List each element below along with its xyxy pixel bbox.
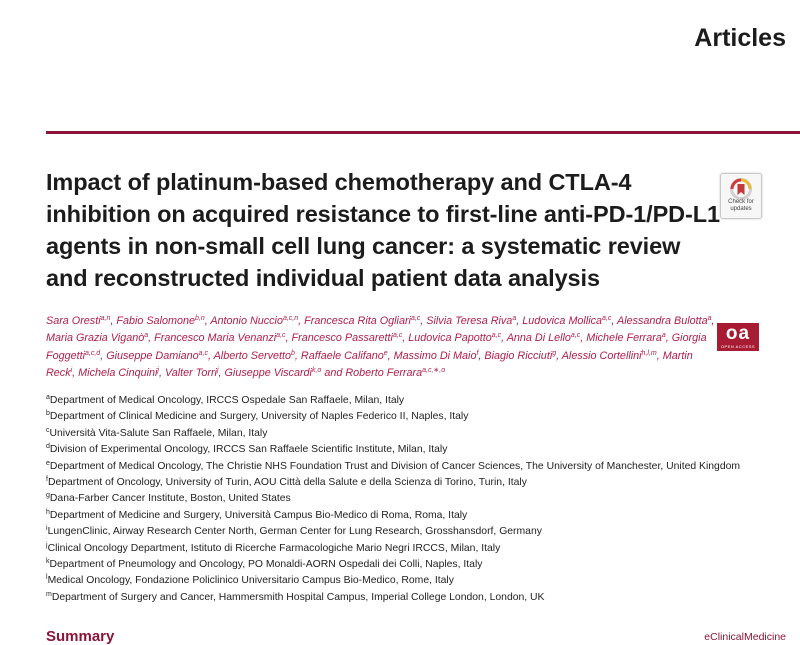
author-name[interactable] bbox=[106, 350, 208, 362]
author-affiliation-sup: b,n bbox=[194, 315, 205, 322]
affiliation-item bbox=[46, 393, 766, 409]
oa-logo-subtext: OPEN ACCESS bbox=[720, 344, 756, 349]
author-affiliation-sup: a bbox=[512, 315, 517, 322]
summary-heading: Summary bbox=[46, 628, 115, 645]
author-affiliation-sup: k,o bbox=[311, 367, 322, 375]
affiliation-sup: a bbox=[46, 394, 50, 401]
author-affiliation-sup: g bbox=[552, 349, 557, 357]
author-name-text: Giuseppe Viscardi bbox=[224, 367, 312, 380]
author-name-text: Michele Ferrara bbox=[586, 332, 662, 345]
affiliation-sup: j bbox=[46, 541, 48, 549]
affiliation-item bbox=[46, 541, 766, 557]
author-name[interactable] bbox=[304, 315, 420, 327]
author-name-text: Biagio Ricciuti bbox=[484, 349, 553, 362]
affiliation-sup: f bbox=[46, 476, 48, 484]
author-affiliation-sup: j bbox=[216, 367, 219, 375]
affiliation-item bbox=[46, 475, 766, 491]
author-affiliation-sup: a,c bbox=[602, 315, 612, 322]
affiliation-item bbox=[46, 590, 766, 606]
author-affiliation-sup: a,c bbox=[410, 315, 421, 322]
author-affiliation-sup: a,c,d bbox=[85, 349, 101, 357]
author-name-text: Francesca Rita Ogliari bbox=[304, 315, 411, 327]
author-name[interactable] bbox=[507, 332, 581, 344]
author-name[interactable] bbox=[426, 315, 516, 327]
affiliation-text: Department of Medicine and Surgery, Università Campus Bio-Medico di Roma, Roma, Italy bbox=[49, 509, 468, 521]
affiliation-sup: d bbox=[46, 443, 50, 451]
author-name[interactable] bbox=[78, 367, 159, 379]
author-affiliation-sup: a,c bbox=[198, 349, 208, 357]
section-label: Articles bbox=[694, 24, 786, 52]
author-name-text: Alessandra Bulotta bbox=[617, 315, 708, 327]
affiliation-sup: b bbox=[46, 410, 50, 418]
author-name[interactable] bbox=[345, 367, 445, 379]
author-name-text: Fabio Salomone bbox=[116, 315, 195, 327]
author-name[interactable] bbox=[586, 332, 666, 344]
author-affiliation-sup: j bbox=[157, 367, 159, 375]
affiliation-text: Department of Medical Oncology, The Christie NHS Foundation Trust and Division of Cancer Sciences, The University of Manchester, United Kingdom bbox=[49, 460, 741, 472]
author-name[interactable] bbox=[301, 350, 388, 362]
affiliation-text: Clinical Oncology Department, Istituto di Ricerche Farmacologiche Mario Negri IRCCS, Milan, Italy bbox=[47, 542, 501, 554]
author-name-text: Ludovica Papotto bbox=[408, 332, 492, 345]
author-name[interactable] bbox=[292, 332, 403, 344]
affiliation-sup: c bbox=[46, 426, 50, 434]
author-name[interactable] bbox=[394, 350, 479, 362]
author-affiliation-sup: e bbox=[383, 349, 388, 357]
affiliation-text: LungenClinic, Airway Research Center North, German Center for Lung Research, Grosshansdorf, Germany bbox=[47, 526, 542, 538]
author-name[interactable] bbox=[165, 367, 219, 379]
author-name-text: Giorgia Foggetti bbox=[46, 332, 707, 362]
open-access-badge bbox=[717, 323, 759, 351]
author-name-text: Massimo Di Maio bbox=[393, 349, 477, 362]
journal-name: eClinicalMedicine bbox=[704, 631, 786, 643]
affiliation-text: Medical Oncology, Fondazione Policlinico Universitario Campus Bio-Medico, Rome, Italy bbox=[47, 575, 454, 587]
author-name-text: Alberto Servetto bbox=[213, 349, 292, 362]
author-affiliation-sup: a bbox=[707, 315, 712, 322]
author-name-text: Francesco Maria Venanzi bbox=[154, 332, 277, 345]
author-affiliation-sup: b bbox=[291, 349, 295, 357]
author-name-text: Antonio Nuccio bbox=[210, 315, 283, 327]
author-name[interactable] bbox=[484, 350, 556, 362]
affiliation-text: Department of Oncology, University of Turin, AOU Città della Salute e della Scienza di Torino, Turin, Italy bbox=[47, 477, 527, 489]
affiliation-item bbox=[46, 508, 766, 524]
affiliation-item bbox=[46, 573, 766, 589]
author-name[interactable] bbox=[46, 315, 110, 327]
affiliation-item bbox=[46, 459, 766, 475]
author-name-text: Silvia Teresa Riva bbox=[426, 315, 513, 327]
affiliation-sup: m bbox=[46, 590, 52, 598]
author-name[interactable] bbox=[225, 367, 322, 379]
author-affiliation-sup: a,c bbox=[570, 332, 581, 340]
header-divider bbox=[46, 131, 800, 134]
author-affiliation-sup: a,c bbox=[491, 332, 502, 340]
author-affiliation-sup: a,c,n bbox=[282, 315, 299, 322]
author-affiliation-sup: a,c bbox=[276, 332, 286, 340]
affiliation-list bbox=[46, 393, 766, 606]
author-name[interactable] bbox=[214, 350, 295, 362]
crossmark-label: Check for updates bbox=[728, 199, 754, 212]
affiliation-text: Department of Pneumology and Oncology, PO Monaldi-AORN Ospedali dei Colli, Naples, Italy bbox=[49, 559, 483, 571]
affiliation-item bbox=[46, 409, 766, 425]
author-affiliation-sup: a,c,∗,o bbox=[422, 367, 446, 375]
author-name[interactable] bbox=[617, 315, 712, 327]
author-name-text: Francesco Passaretti bbox=[291, 332, 393, 345]
affiliation-item bbox=[46, 557, 766, 573]
author-name[interactable] bbox=[46, 332, 148, 344]
affiliation-sup: h bbox=[46, 508, 50, 516]
author-name[interactable] bbox=[562, 350, 657, 362]
author-name-text: Alessio Cortellini bbox=[561, 349, 642, 362]
affiliation-item bbox=[46, 426, 766, 442]
affiliation-sup: k bbox=[46, 558, 50, 566]
author-affiliation-sup: h,l,m bbox=[641, 349, 657, 357]
affiliation-text: Dana-Farber Cancer Institute, Boston, United States bbox=[49, 493, 291, 505]
author-name-text: Anna Di Lello bbox=[506, 332, 571, 345]
author-name-text: Raffaele Califano bbox=[300, 349, 384, 362]
affiliation-item bbox=[46, 442, 766, 458]
affiliation-sup: i bbox=[46, 525, 48, 533]
author-affiliation-sup: a,c bbox=[392, 332, 403, 340]
author-name-text: Giuseppe Damiano bbox=[106, 349, 199, 362]
article-title: Impact of platinum-based chemotherapy and CTLA-4 inhibition on acquired resistance to first-line anti-PD-1/PD-L1 agents in non-small cell lung cancer: a systematic review and reconstructed individual patient data analysis bbox=[46, 169, 720, 291]
affiliation-sup: g bbox=[46, 492, 50, 500]
author-affiliation-sup: a,n bbox=[100, 315, 111, 322]
author-name[interactable] bbox=[210, 315, 298, 327]
affiliation-text: Division of Experimental Oncology, IRCCS San Raffaele Scientific Institute, Milan, Italy bbox=[49, 444, 448, 456]
author-connector: and bbox=[324, 367, 343, 380]
author-affiliation-sup: a bbox=[661, 332, 666, 340]
affiliation-item bbox=[46, 491, 766, 507]
oa-logo-text: oa bbox=[725, 323, 751, 344]
author-name-text: Martin Reck bbox=[46, 349, 693, 380]
author-name[interactable] bbox=[522, 315, 611, 327]
author-name[interactable] bbox=[116, 315, 204, 327]
author-name-text: Maria Grazia Viganò bbox=[46, 332, 145, 345]
author-name-text: Sara Oresti bbox=[46, 315, 101, 327]
affiliation-text: Department of Clinical Medicine and Surgery, University of Naples Federico II, Naples, Italy bbox=[49, 411, 469, 423]
author-name[interactable] bbox=[154, 332, 285, 344]
affiliation-sup: e bbox=[46, 459, 50, 467]
check-for-updates-badge[interactable] bbox=[720, 173, 762, 219]
author-name-text: Ludovica Mollica bbox=[522, 315, 603, 327]
affiliation-text: Università Vita-Salute San Raffaele, Milan, Italy bbox=[49, 427, 268, 439]
author-name-text: Roberto Ferrara bbox=[345, 367, 423, 380]
author-name-text: Michela Cinquini bbox=[78, 367, 158, 380]
author-affiliation-sup: a bbox=[144, 332, 149, 340]
crossmark-icon bbox=[730, 178, 752, 200]
author-list: Sara Oresti$^{a,n}$, Fabio Salomone$^{b,n}$, Antonio Nuccio$^{a,c,n}$, Francesca Rita Ogliari$^{a,c}$, Silvia Teresa Riva$^a$, Ludovica Mollica$^{a,c}$, Alessandra Bulotta$^a$, Maria Grazia Viganò$^a$, Francesco Maria Venanzi$^{a,c}$, Francesco Passaretti$^{a,c}$, Ludovica Papotto$^{a,c}$, Anna Di Lello$^{a,c}$, Michele Ferrara$^a$, Giorgia Foggetti$^{a,c,d}$, Giuseppe Damiano$^{a,c}$, Alberto Servetto$^b$, Raffaele Califano$^e$, Massimo Di Maio$^f$, Biagio Ricciuti$^g$, Alessio Cortellini$^{h,l,m}$, Martin Reck$^i$, Michela Cinquini$^j$, Valter Torri$^j$, Giuseppe Viscardi$^{k,o}$ and Roberto Ferrara$^{a,c,∗,o}$ bbox=[46, 315, 715, 380]
affiliation-sup: l bbox=[46, 574, 48, 582]
affiliation-item bbox=[46, 524, 766, 540]
author-affiliation-sup: f bbox=[476, 349, 479, 357]
author-name[interactable] bbox=[408, 332, 501, 344]
affiliation-text: Department of Medical Oncology, IRCCS Ospedale San Raffaele, Milan, Italy bbox=[49, 395, 405, 406]
author-affiliation-sup: i bbox=[70, 367, 73, 375]
affiliation-text: Department of Surgery and Cancer, Hammersmith Hospital Campus, Imperial College London, London, UK bbox=[51, 591, 545, 603]
author-name-text: Valter Torri bbox=[164, 367, 217, 380]
